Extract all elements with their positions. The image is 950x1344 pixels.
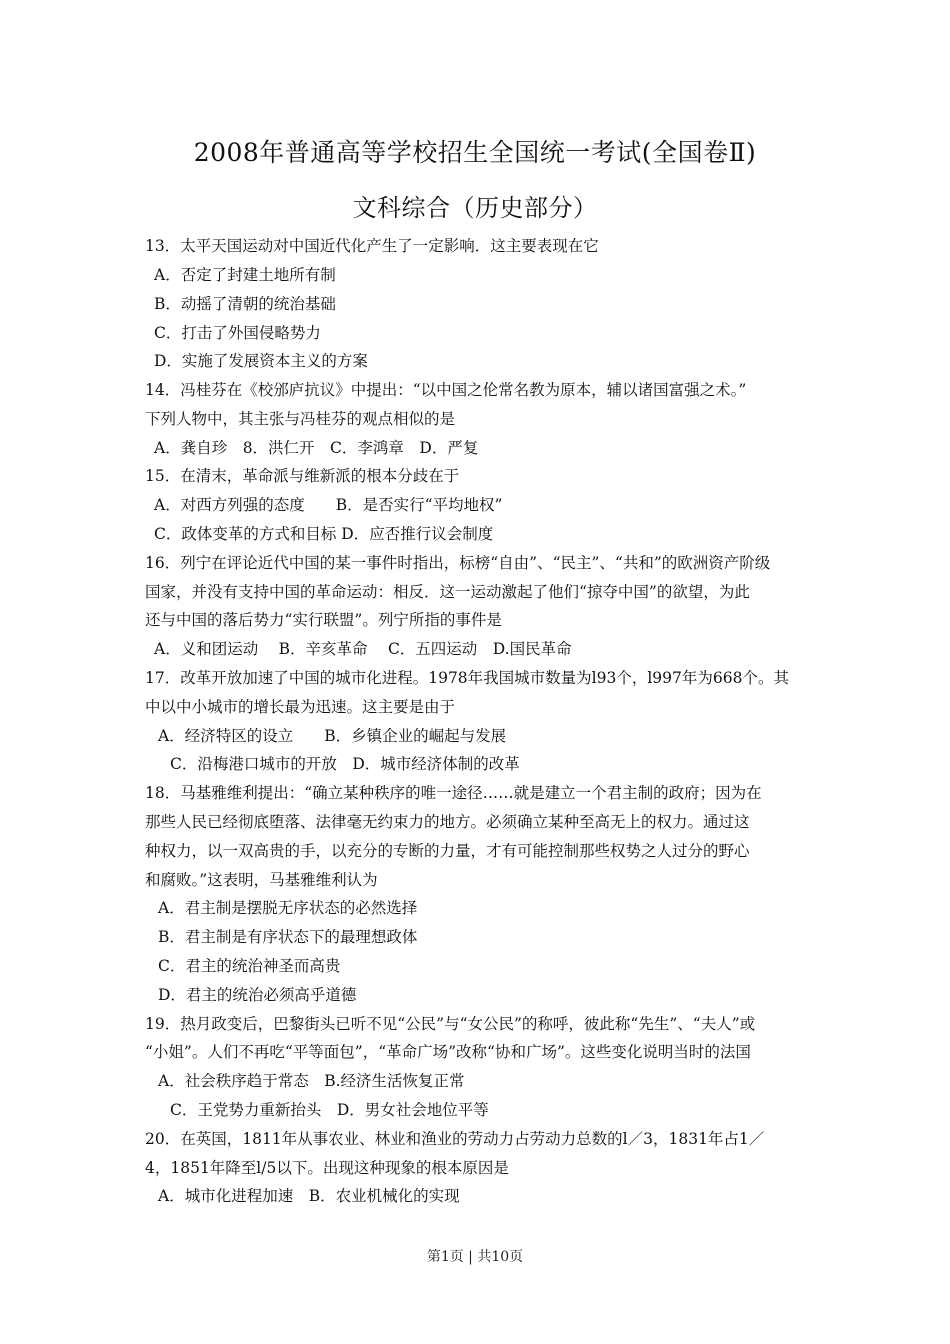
- question-14-stem-cont: 下列人物中，其主张与冯桂芬的观点相似的是: [145, 410, 456, 428]
- question-20-stem-cont: 4，1851年降至l/5以下。出现这种现象的根本原因是: [145, 1159, 509, 1177]
- question-19-options-ab: A．社会秩序趋于常态 B.经济生活恢复正常: [158, 1072, 465, 1090]
- question-18-stem-cont-2: 种权力，以一双高贵的手，以充分的专断的力量，才有可能控制那些权势之人过分的野心: [145, 842, 750, 860]
- question-14-stem: 14．冯桂芬在《校邠庐抗议》中提出：“以中国之伦常名教为原本，辅以诸国富强之术。”: [145, 381, 747, 399]
- question-18-option-a: A．君主制是摆脱无序状态的必然选择: [158, 899, 418, 917]
- question-16-stem-cont-2: 还与中国的落后势力“实行联盟”。列宁所指的事件是: [145, 611, 502, 629]
- question-16-options: A．义和团运动 B．辛亥革命 C．五四运动 D.国民革命: [154, 640, 572, 658]
- question-16-stem-cont-1: 国家，并没有支持中国的革命运动：相反．这一运动激起了他们“掠夺中国”的欲望，为此: [145, 583, 750, 601]
- question-13-option-c: C．打击了外国侵略势力: [154, 324, 321, 342]
- question-15-options-ab: A．对西方列强的态度 B．是否实行“平均地权”: [154, 496, 503, 514]
- question-15-stem: 15．在清末，革命派与维新派的根本分歧在于: [145, 467, 460, 485]
- question-18-stem-cont-3: 和腐败。”这表明，马基雅维利认为: [145, 871, 378, 889]
- question-15-options-cd: C．政体变革的方式和目标 D．应否推行议会制度: [154, 525, 494, 543]
- question-13-option-a: A．否定了封建土地所有制: [154, 266, 336, 284]
- question-13-stem: 13．太平天国运动对中国近代化产生了一定影响．这主要表现在它: [145, 237, 599, 255]
- question-14-options: A．龚自珍 8．洪仁开 C．李鸿章 D．严复: [154, 439, 479, 457]
- question-18-option-d: D．君主的统治必须高乎道德: [158, 986, 357, 1004]
- question-17-stem: 17．改革开放加速了中国的城市化进程。1978年我国城市数量为l93个，l997年为668个。其: [145, 669, 789, 687]
- question-18-option-b: B．君主制是有序状态下的最理想政体: [158, 928, 418, 946]
- question-13-option-b: B．动摇了清朝的统治基础: [154, 295, 336, 313]
- question-18-option-c: C．君主的统治神圣而高贵: [158, 957, 341, 975]
- page-subtitle: 文科综合（历史部分）: [352, 194, 598, 222]
- question-18-stem: 18．马基雅维利提出：“确立某种秩序的唯一途径……就是建立一个君主制的政府；因为在: [145, 784, 762, 802]
- question-13-option-d: D．实施了发展资本主义的方案: [154, 352, 368, 370]
- question-20-options-ab: A．城市化进程加速 B．农业机械化的实现: [158, 1187, 460, 1205]
- question-17-stem-cont: 中以中小城市的增长最为迅速。这主要是由于: [145, 698, 456, 716]
- question-19-options-cd: C．王党势力重新抬头 D．男女社会地位平等: [170, 1101, 489, 1119]
- page-title: 2008年普通高等学校招生全国统一考试(全国卷Ⅱ): [193, 138, 757, 167]
- question-16-stem: 16．列宁在评论近代中国的某一事件时指出，标榜“自由”、“民主”、“共和”的欧洲资产阶级: [145, 554, 771, 572]
- page-footer: 第1页 | 共10页: [426, 1249, 524, 1265]
- question-17-options-cd: C．沿梅港口城市的开放 D．城市经济体制的改革: [170, 755, 520, 773]
- question-20-stem: 20．在英国，1811年从事农业、林业和渔业的劳动力占劳动力总数的l／3，1831年占1／: [145, 1130, 765, 1148]
- question-19-stem: 19．热月政变后，巴黎街头已听不见“公民”与“女公民”的称呼，彼此称“先生”、“夫人”或: [145, 1015, 756, 1033]
- question-18-stem-cont-1: 那些人民已经彻底堕落、法律毫无约束力的地方。必须确立某种至高无上的权力。通过这: [145, 813, 750, 831]
- question-19-stem-cont: “小姐”。人们不再吃“平等面包”，“革命广场”改称“协和广场”。这些变化说明当时的法国: [145, 1043, 751, 1061]
- question-17-options-ab: A．经济特区的设立 B．乡镇企业的崛起与发展: [158, 727, 507, 745]
